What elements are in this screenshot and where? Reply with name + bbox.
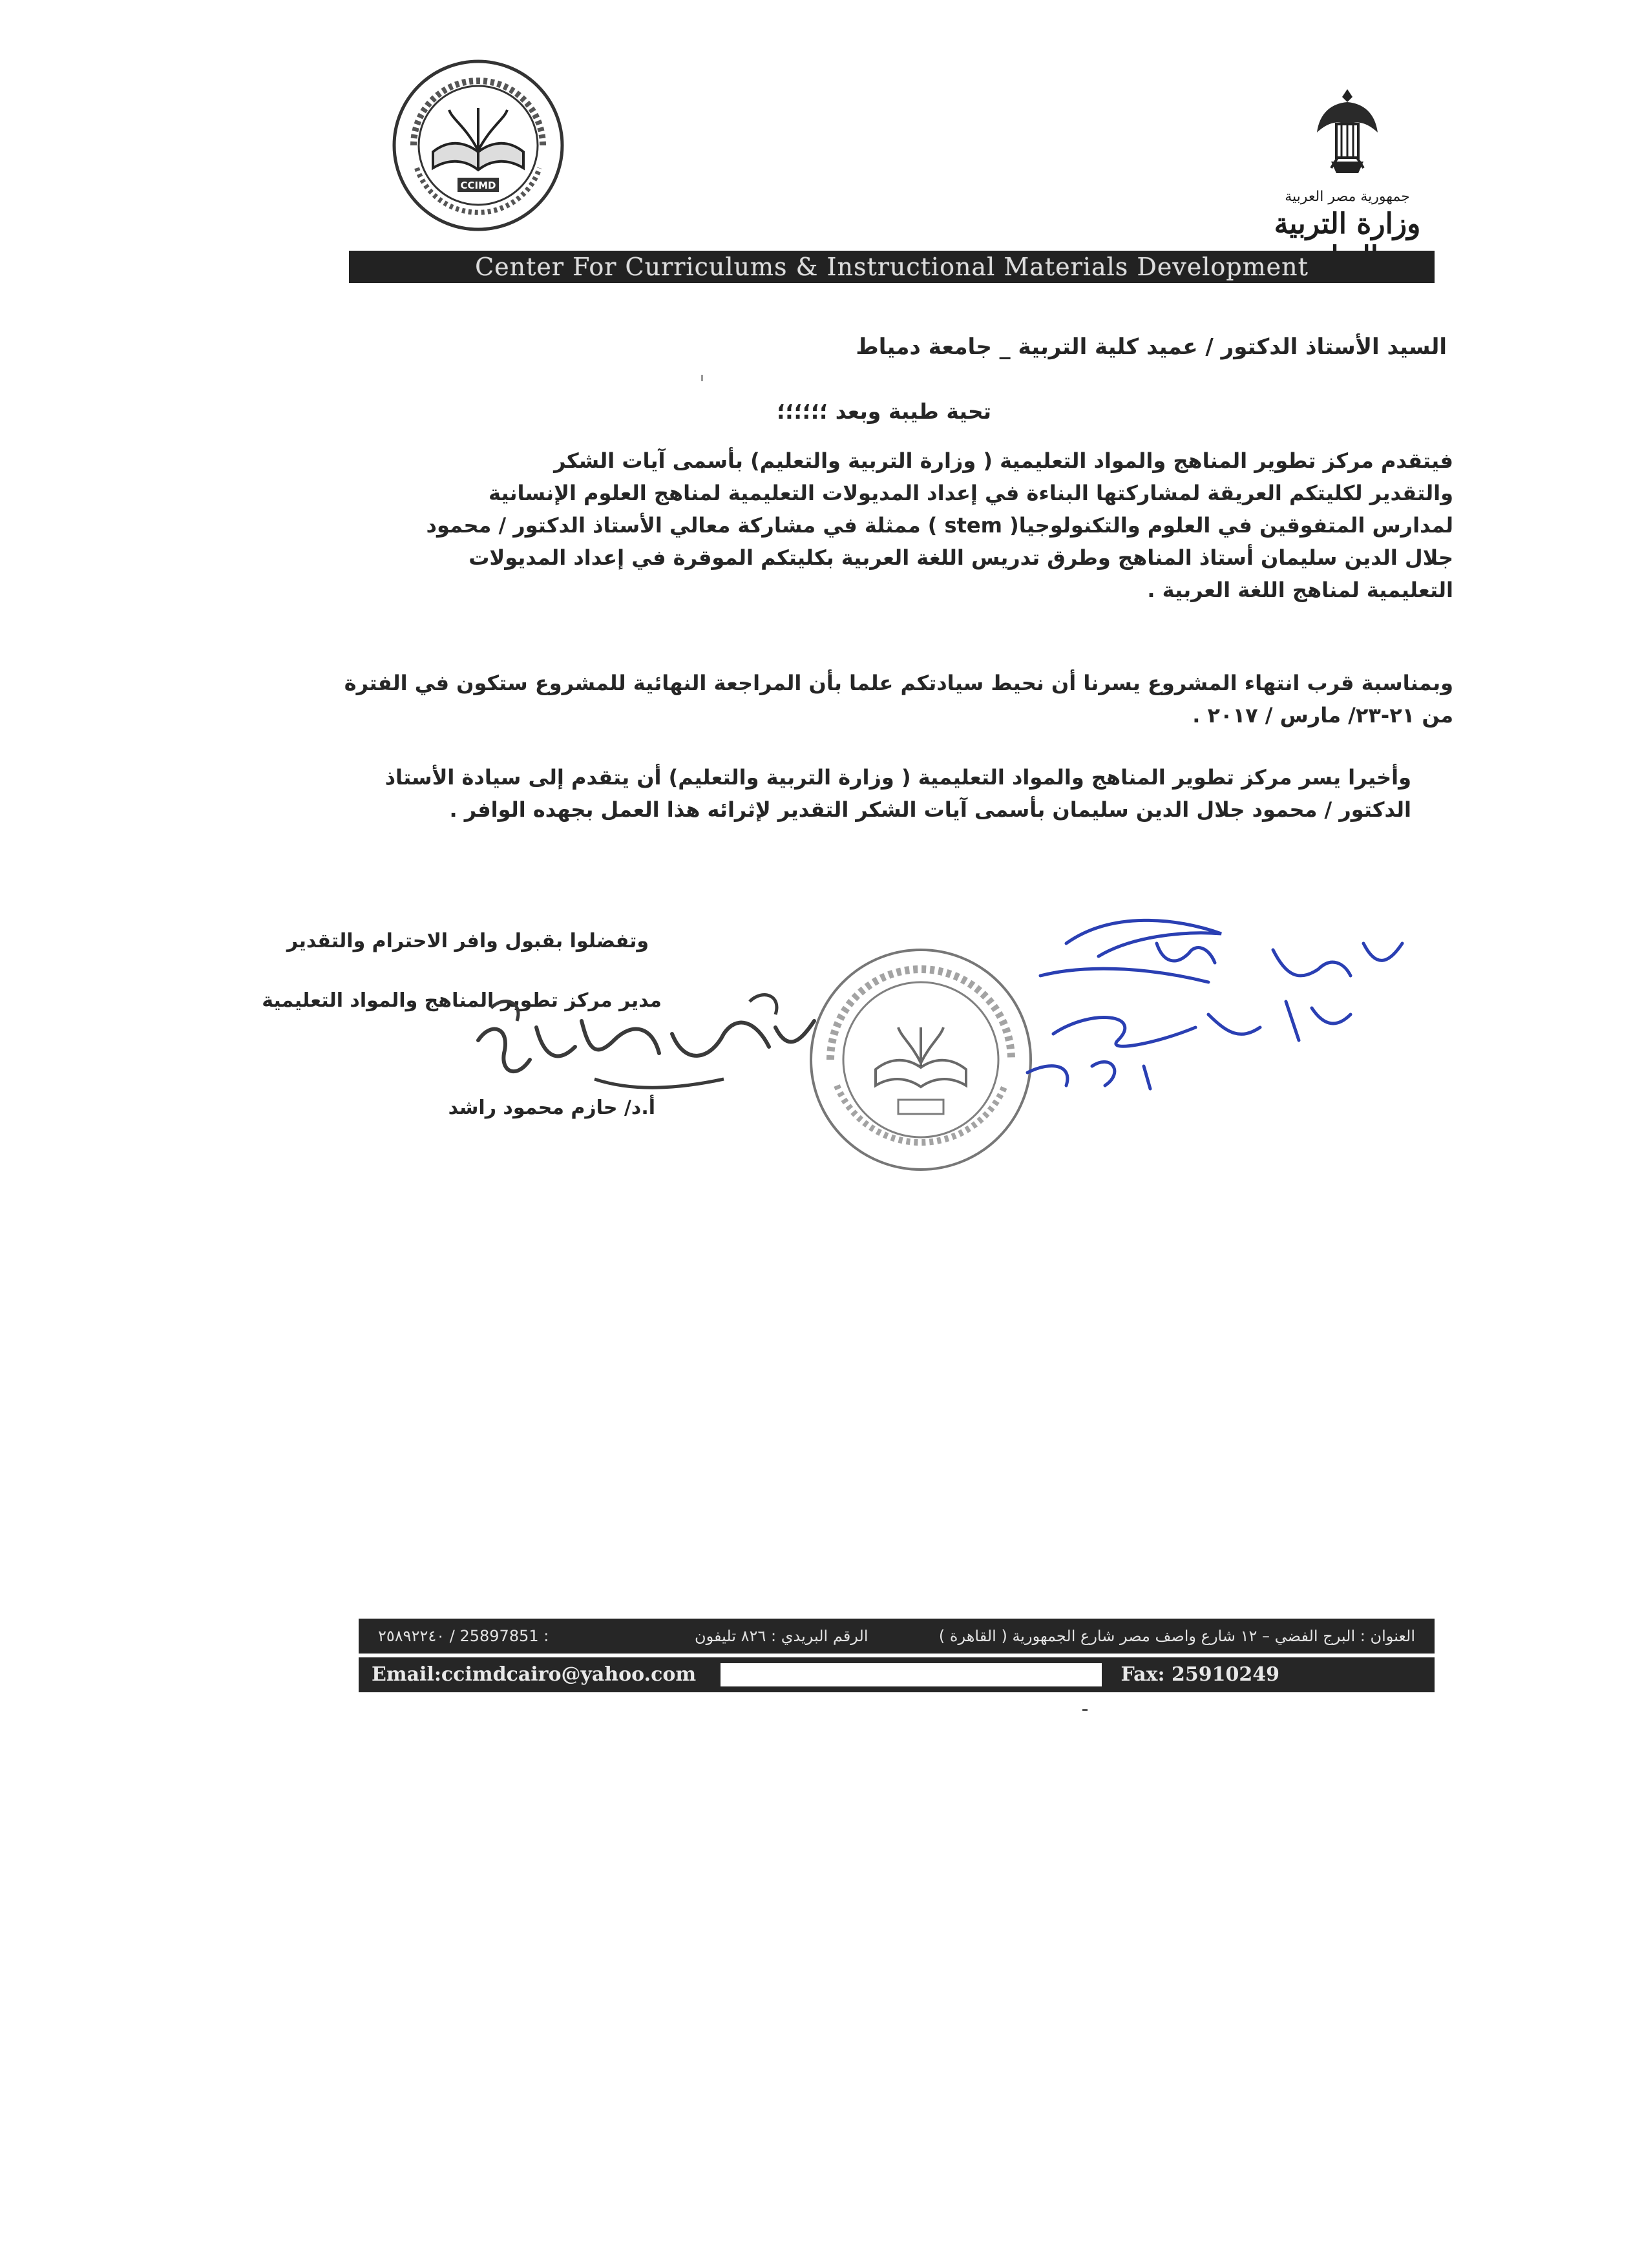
letter-addressee: السيد الأستاذ الدكتور / عميد كلية التربية _ جامعة دمياط — [856, 334, 1447, 360]
ministry-country: جمهورية مصر العربية — [1285, 189, 1410, 205]
director-title: مدير مركز تطوير المناهج والمواد التعليمية — [262, 989, 662, 1012]
letter-greeting: تحية طيبة وبعد ؛؛؛؛؛؛ — [777, 399, 991, 424]
scan-speck — [701, 375, 703, 381]
paragraph-final-thanks — [171, 761, 1411, 826]
director-name: أ.د/ حازم محمود راشد — [448, 1097, 655, 1119]
footer-blank-field — [721, 1663, 1102, 1686]
logo-acronym: CCIMD — [460, 180, 496, 191]
letter-closing: وتفضلوا بقبول وافر الاحترام والتقدير — [286, 930, 649, 952]
paragraph-line: والتقدير لكليتكم العريقة لمشاركتها البناءة في إعداد المديولات التعليمية لمناهج العلوم الإنسانية — [489, 481, 1453, 505]
footer-phone: : 25897851 / ٢٥٨٩٢٢٤٠ — [378, 1627, 549, 1645]
footer-address: العنوان : البرج الفضي – ١٢ شارع واصف مصر شارع الجمهورية ( القاهرة ) — [938, 1627, 1415, 1645]
banner-text: Center For Curriculums & Instructional Materials Development — [475, 253, 1309, 281]
paragraph-thanks — [180, 445, 1453, 606]
paragraph-line: التعليمية لمناهج اللغة العربية . — [1147, 578, 1453, 602]
scan-speck — [1082, 1709, 1088, 1711]
handwritten-signature-icon — [465, 982, 827, 1124]
footer-fax: Fax: 25910249 — [1121, 1663, 1279, 1686]
paragraph-line: فيتقدم مركز تطوير المناهج والمواد التعليمية ( وزارة التربية والتعليم) بأسمى آيات الشكر — [554, 448, 1453, 473]
eagle-emblem-icon — [1312, 84, 1383, 181]
paragraph-line: وأخيرا يسر مركز تطوير المناهج والمواد التعليمية ( وزارة التربية والتعليم) أن يتقدم إلى سيادة الأستاذ — [384, 765, 1411, 790]
header-banner — [349, 251, 1435, 283]
handwritten-approval-note-icon — [1015, 905, 1415, 1098]
footer-email-fax-bar — [359, 1657, 1435, 1692]
footer-contact-bar — [359, 1619, 1435, 1654]
paragraph-line: جلال الدين سليمان أستاذ المناهج وطرق تدريس اللغة العربية بكليتكم الموقرة في إعداد المديولات — [468, 545, 1453, 570]
paragraph-line: وبمناسبة قرب انتهاء المشروع يسرنا أن نحيط سيادتكم علما بأن المراجعة النهائية للمشروع ستكون في الفترة — [344, 671, 1453, 695]
ministry-emblem — [1250, 84, 1444, 252]
paragraph-line: لمدارس المتفوقين في العلوم والتكنولوجيا( stem ) ممثلة في مشاركة معالي الأستاذ الدكتور / محمود — [426, 513, 1453, 538]
paragraph-review-date — [180, 667, 1453, 731]
ccimd-logo-icon — [388, 55, 569, 236]
ministry-name: وزارة التربية — [1274, 207, 1421, 240]
footer-email: Email:ccimdcairo@yahoo.com — [372, 1663, 697, 1686]
paragraph-line: الدكتور / محمود جلال الدين سليمان بأسمى آيات الشكر التقدير لإثرائه هذا العمل بجهده الوافر . — [449, 797, 1411, 822]
paragraph-line: من ٢١-٢٣/ مارس / ٢٠١٧ . — [1192, 703, 1453, 728]
official-stamp-icon — [792, 930, 1050, 1189]
footer-postal: الرقم البريدي : ٨٢٦ تليفون — [695, 1627, 868, 1645]
